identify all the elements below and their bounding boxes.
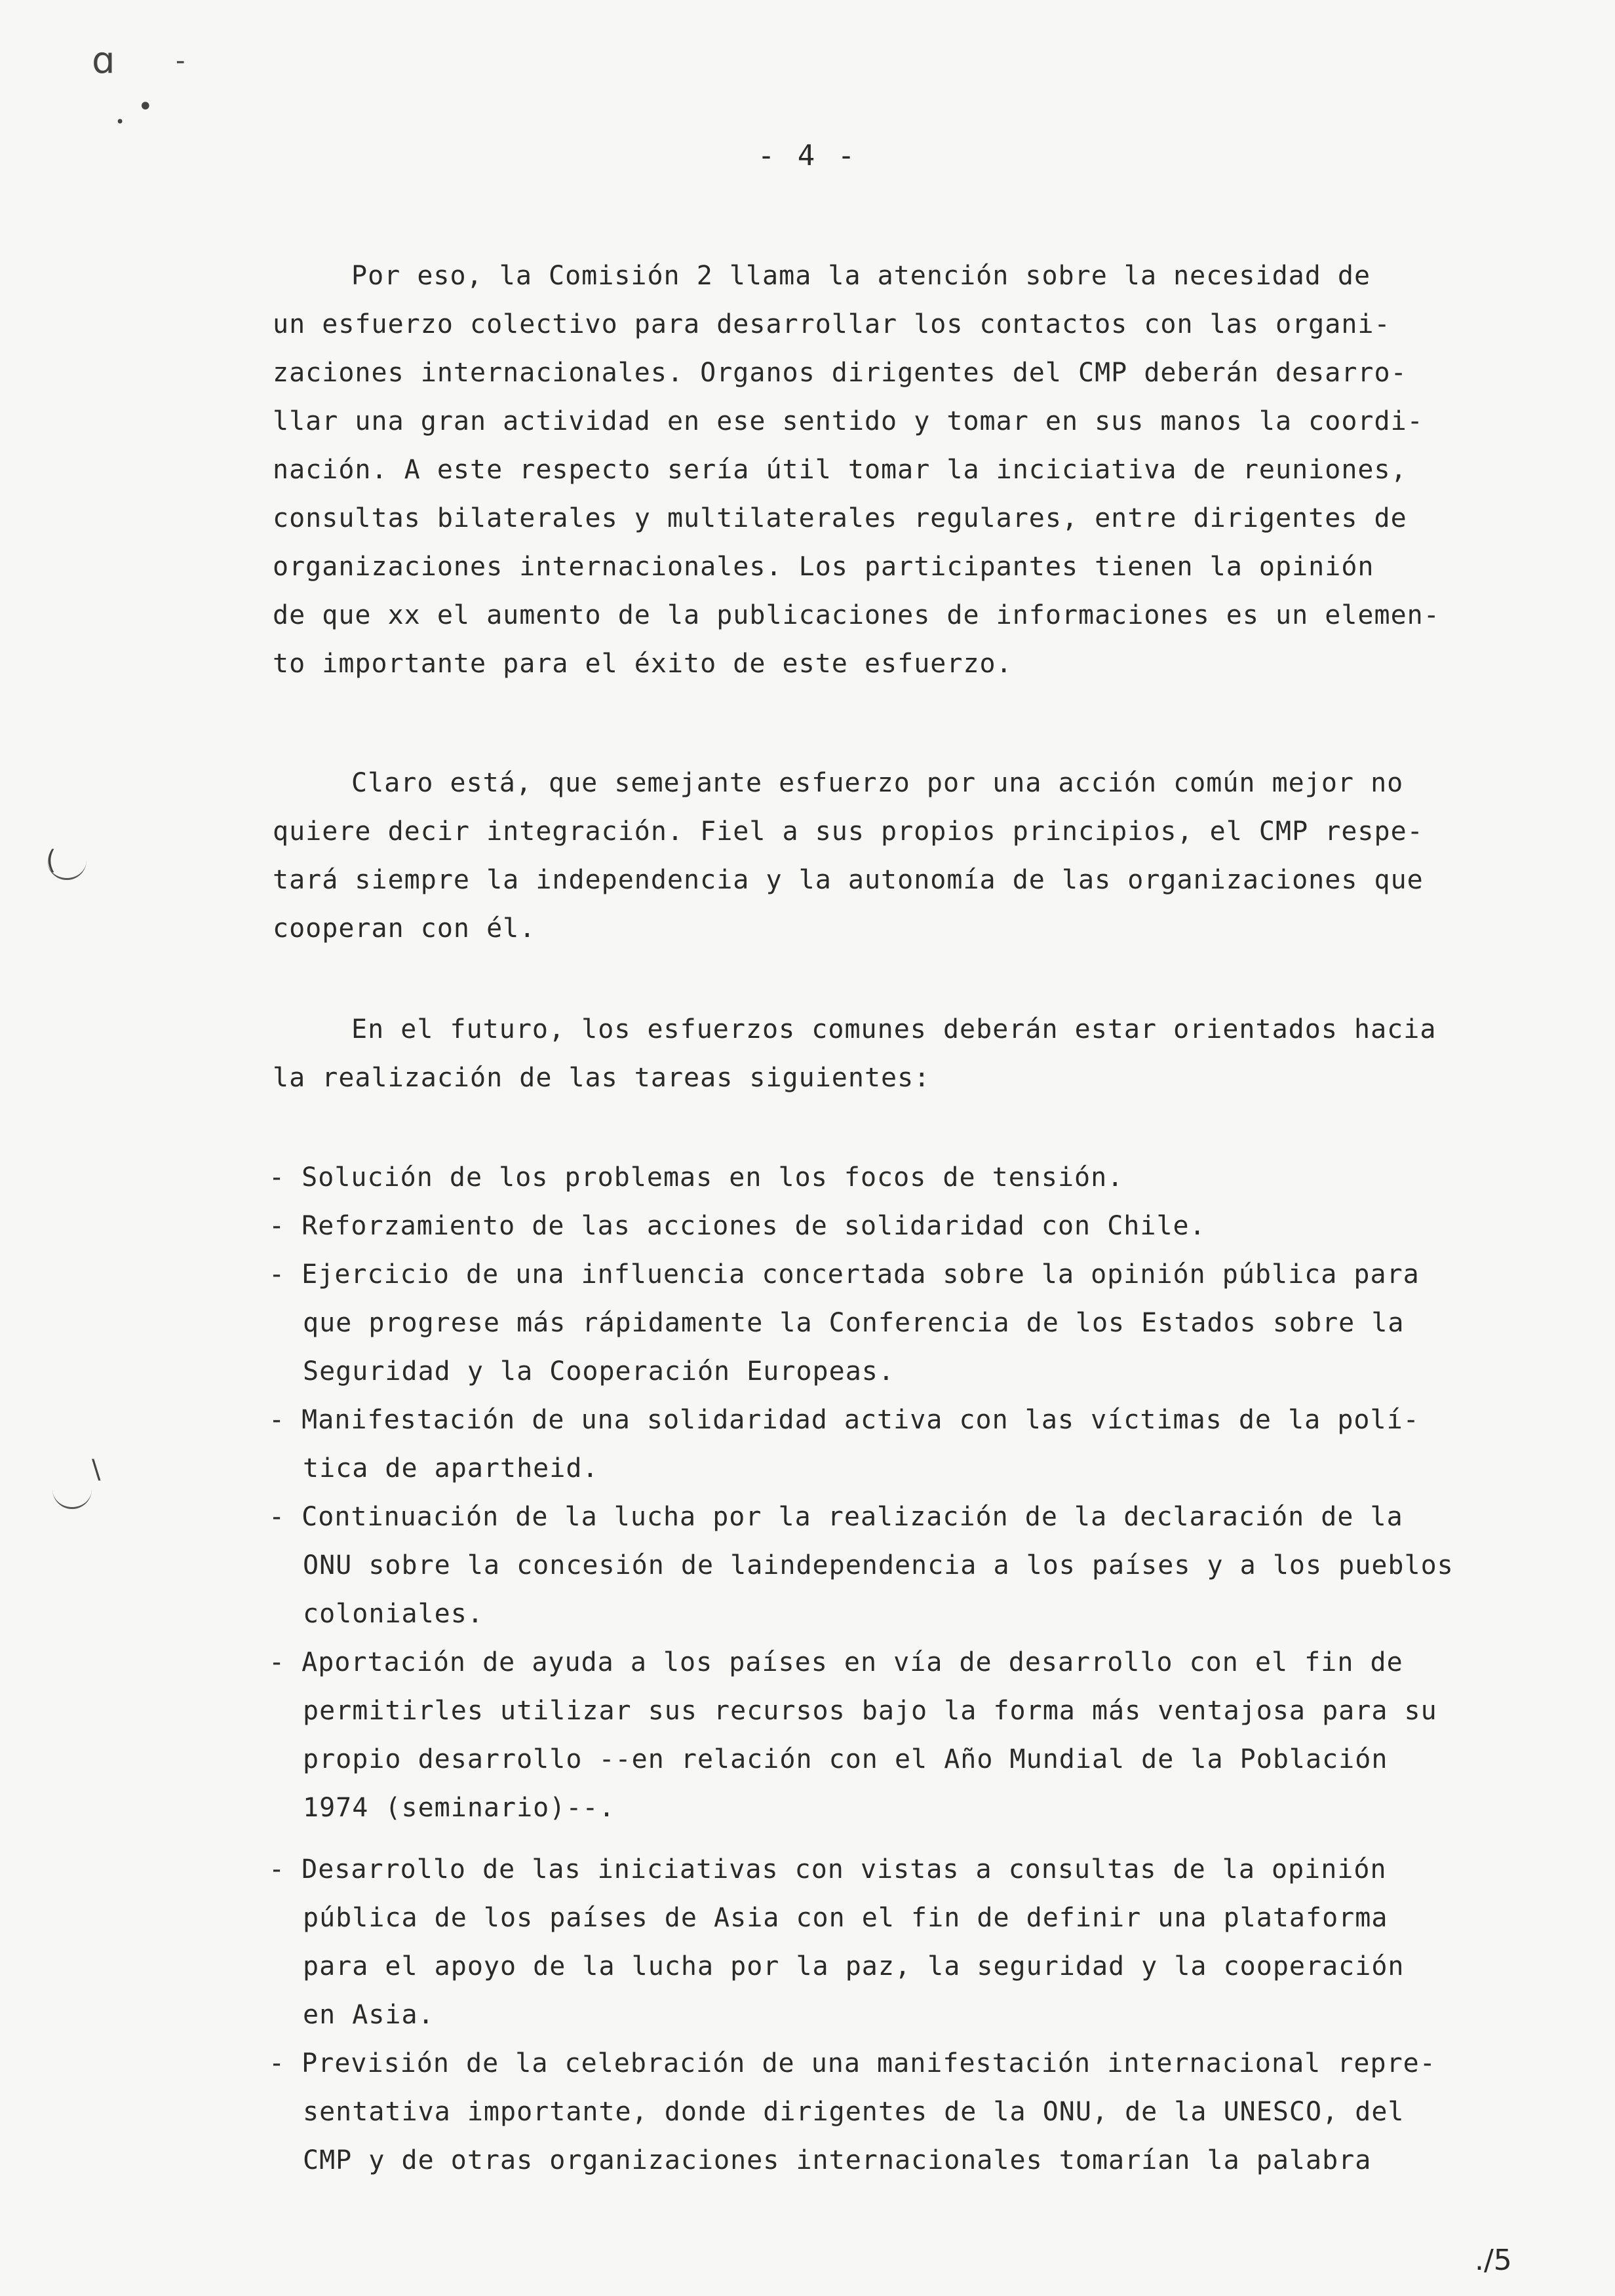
margin-curve-mark-2: [52, 1487, 92, 1509]
list-item: [269, 2039, 1514, 2185]
paragraph-line: cooperan con él.: [273, 913, 536, 944]
paragraph-2: [273, 759, 1518, 953]
list-gap: [269, 1832, 1514, 1845]
paragraph-line: la realización de las tareas siguientes:: [273, 1063, 931, 1093]
list-item-line: para el apoyo de la lucha por la paz, la seguridad y la cooperación: [303, 1951, 1405, 1981]
paragraph-line: consultas bilaterales y multilaterales regulares, entre dirigentes de: [273, 503, 1407, 533]
list-item-line: en Asia.: [303, 2000, 435, 2030]
list-item-line: - Previsión de la celebración de una manifestación internacional repre-: [269, 2039, 1514, 2088]
continuation-ref: ./5: [1475, 2244, 1512, 2277]
paragraph-line: llar una gran actividad en ese sentido y tomar en sus manos la coordi-: [273, 406, 1424, 436]
list-item-line: CMP y de otras organizaciones internacionales tomarían la palabra: [303, 2145, 1372, 2175]
margin-dash-mark: -: [176, 46, 185, 76]
list-item-line: pública de los países de Asia con el fin de definir una plataforma: [303, 1903, 1388, 1933]
list-item-line: - Reforzamiento de las acciones de solidaridad con Chile.: [269, 1202, 1514, 1250]
list-item-line: que progrese más rápidamente la Conferencia de los Estados sobre la: [303, 1308, 1405, 1338]
list-item: [269, 1845, 1514, 2039]
paragraph-line: de que xx el aumento de la publicaciones de informaciones es un elemen-: [273, 600, 1440, 630]
list-item-line: - Ejercicio de una influencia concertada sobre la opinión pública para: [269, 1250, 1514, 1299]
list-item: [269, 1493, 1514, 1638]
paragraph-line: En el futuro, los esfuerzos comunes deberán estar orientados hacia: [351, 1014, 1437, 1044]
list-item-line: - Desarrollo de las iniciativas con vistas a consultas de la opinión: [269, 1845, 1514, 1894]
list-item-line: propio desarrollo --en relación con el Año Mundial de la Población: [303, 1744, 1388, 1774]
list-item-line: 1974 (seminario)--.: [303, 1793, 615, 1823]
list-item-line: - Manifestación de una solidaridad activa con las víctimas de la polí-: [269, 1396, 1514, 1444]
paragraph-line: tará siempre la independencia y la autonomía de las organizaciones que: [273, 865, 1424, 895]
paragraph-line: zaciones internacionales. Organos dirigentes del CMP deberán desarro-: [273, 358, 1407, 388]
list-item-line: coloniales.: [303, 1599, 484, 1629]
list-item-line: - Aportación de ayuda a los países en vía de desarrollo con el fin de: [269, 1638, 1514, 1687]
paragraph-line: organizaciones internacionales. Los participantes tienen la opinión: [273, 552, 1374, 582]
page-number: - 4 -: [757, 139, 858, 172]
list-item-line: - Continuación de la lucha por la realización de la declaración de la: [269, 1493, 1514, 1541]
task-list: [269, 1153, 1514, 2185]
list-item-line: sentativa importante, donde dirigentes de la ONU, de la UNESCO, del: [303, 2097, 1405, 2127]
paragraph-line: un esfuerzo colectivo para desarrollar los contactos con las organi-: [273, 309, 1391, 339]
paragraph-line: nación. A este respecto sería útil tomar la inciciativa de reuniones,: [273, 455, 1407, 485]
margin-dot-mark-small: •: [115, 113, 125, 131]
list-item-line: Seguridad y la Cooperación Europeas.: [303, 1356, 895, 1387]
margin-scribble-mark: ɑ: [92, 39, 115, 82]
paragraph-1: [273, 252, 1518, 688]
list-item: [269, 1396, 1514, 1493]
list-item: [269, 1153, 1514, 1202]
margin-tick-mark: (: [46, 845, 56, 875]
paragraph-line: quiere decir integración. Fiel a sus propios principios, el CMP respe-: [273, 816, 1424, 847]
margin-dot-mark: •: [138, 92, 153, 122]
list-item: [269, 1202, 1514, 1250]
list-item-line: - Solución de los problemas en los focos de tensión.: [269, 1153, 1514, 1202]
paragraph-line: Por eso, la Comisión 2 llama la atención sobre la necesidad de: [351, 261, 1371, 291]
list-item: [269, 1250, 1514, 1396]
paragraph-3: [273, 1005, 1518, 1102]
paragraph-line: to importante para el éxito de este esfuerzo.: [273, 649, 1013, 679]
list-item: [269, 1638, 1514, 1832]
list-item-line: ONU sobre la concesión de laindependencia a los países y a los pueblos: [303, 1550, 1454, 1580]
list-item-line: permitirles utilizar sus recursos bajo la forma más ventajosa para su: [303, 1696, 1437, 1726]
list-item-line: tica de apartheid.: [303, 1453, 599, 1483]
paragraph-line: Claro está, que semejante esfuerzo por una acción común mejor no: [351, 768, 1404, 798]
margin-tick-mark-2: \: [92, 1455, 101, 1485]
